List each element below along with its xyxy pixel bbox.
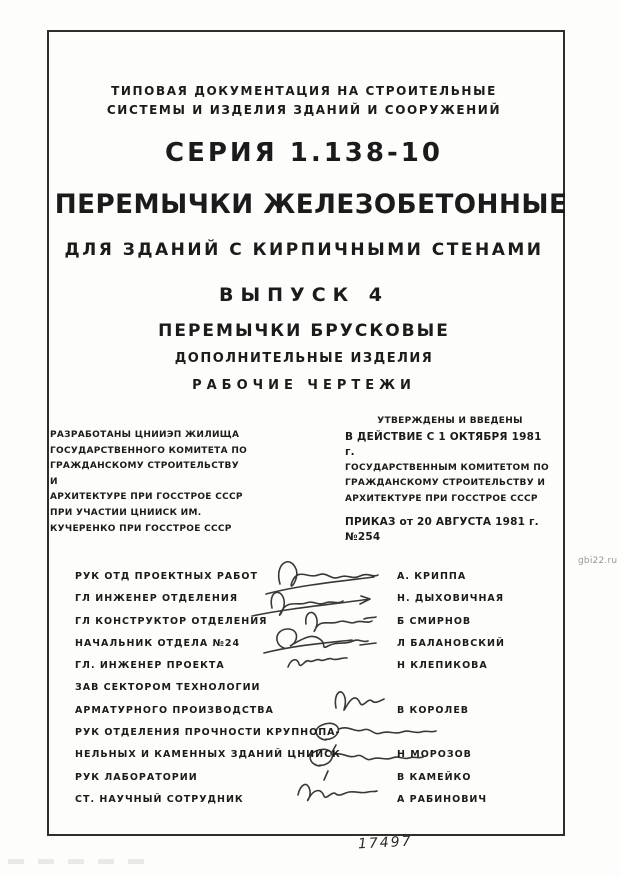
name-label: Н КЛЕПИКОВА: [397, 660, 488, 672]
signatory-row: [75, 789, 545, 811]
developed-by-line: РАЗРАБОТАНЫ ЦНИИЭП ЖИЛИЩА: [50, 430, 240, 440]
role-label: НЕЛЬНЫХ И КАМЕННЫХ ЗДАНИЙ ЦНИИСК: [75, 749, 341, 761]
approved-by-line: ГОСУДАРСТВЕННЫМ КОМИТЕТОМ ПО: [345, 462, 549, 473]
signatories-list: [75, 566, 545, 811]
developed-by-block: [50, 428, 250, 537]
role-label: СТ. НАУЧНЫЙ СОТРУДНИК: [75, 793, 244, 805]
signatory-row: [75, 744, 545, 766]
developed-by-line: ГРАЖДАНСКОМУ СТРОИТЕЛЬСТВУ И: [50, 461, 239, 487]
role-label: РУК ОТД ПРОЕКТНЫХ РАБОТ: [75, 571, 258, 582]
faint-print-marks: [8, 859, 148, 864]
developed-by-line: ПРИ УЧАСТИИ ЦНИИСК ИМ.: [50, 507, 202, 518]
name-label: В КОРОЛЕВ: [397, 704, 470, 716]
role-label: ГЛ КОНСТРУКТОР ОТДЕЛЕНИЯ: [75, 615, 268, 627]
section-title: ПЕРЕМЫЧКИ БРУСКОВЫЕ: [158, 321, 450, 341]
approved-by-block: [345, 414, 555, 546]
signatory-row: [75, 677, 545, 699]
main-title: ПЕРЕМЫЧКИ ЖЕЛЕЗОБЕТОННЫЕ: [54, 189, 568, 220]
developed-by-line: АРХИТЕКТУРЕ ПРИ ГОССТРОЕ СССР: [50, 492, 243, 503]
approved-by-line: АРХИТЕКТУРЕ ПРИ ГОССТРОЕ СССР: [345, 493, 538, 504]
signatory-row: [75, 767, 545, 789]
signatory-row: [75, 566, 545, 588]
developed-by-line: ГОСУДАРСТВЕННОГО КОМИТЕТА ПО: [50, 445, 248, 456]
role-label: АРМАТУРНОГО ПРОИЗВОДСТВА: [75, 704, 274, 716]
doc-type-line1: ТИПОВАЯ ДОКУМЕНТАЦИЯ НА СТРОИТЕЛЬНЫЕ: [111, 84, 497, 98]
doc-type-line2: СИСТЕМЫ И ИЗДЕЛИЯ ЗДАНИЙ И СООРУЖЕНИЙ: [106, 103, 502, 117]
subtitle: ДЛЯ ЗДАНИЙ С КИРПИЧНЫМИ СТЕНАМИ: [64, 240, 544, 260]
name-label: А РАБИНОВИЧ: [397, 793, 488, 805]
approved-by-line: В ДЕЙСТВИЕ С 1 ОКТЯБРЯ 1981 г.: [345, 430, 542, 459]
role-label: РУК ЛАБОРАТОРИИ: [75, 771, 198, 783]
role-label: НАЧАЛЬНИК ОТДЕЛА №24: [75, 637, 241, 649]
signatory-row: [75, 655, 545, 677]
signatory-row: [75, 611, 545, 633]
watermark: gbi22.ru: [578, 556, 618, 566]
inventory-number: 17497: [357, 833, 413, 853]
name-label: Н МОРОЗОВ: [397, 749, 472, 761]
name-label: А. КРИППА: [397, 571, 467, 582]
issue-label: ВЫПУСК 4: [218, 284, 390, 306]
signatory-row: [75, 633, 545, 655]
signatory-row: [75, 722, 545, 744]
role-label: ГЛ ИНЖЕНЕР ОТДЕЛЕНИЯ: [75, 593, 239, 605]
name-label: Н. ДЫХОВИЧНАЯ: [397, 593, 505, 605]
role-label: ЗАВ СЕКТОРОМ ТЕХНОЛОГИИ: [75, 682, 261, 694]
approved-by-line: ГРАЖДАНСКОМУ СТРОИТЕЛЬСТВУ И: [345, 478, 546, 489]
name-label: Б СМИРНОВ: [397, 615, 472, 627]
section-subtitle: ДОПОЛНИТЕЛЬНЫЕ ИЗДЕЛИЯ: [174, 351, 434, 366]
signatory-row: [75, 700, 545, 722]
order-line: ПРИКАЗ от 20 АВГУСТА 1981 г. №254: [345, 515, 539, 544]
series-title: СЕРИЯ 1.138-10: [165, 138, 443, 168]
role-label: РУК ОТДЕЛЕНИЯ ПРОЧНОСТИ КРУПНОПА-: [75, 727, 341, 739]
signatory-row: [75, 588, 545, 610]
approved-by-line: УТВЕРЖДЕНЫ И ВВЕДЕНЫ: [377, 416, 523, 426]
name-label: В КАМЕЙКО: [397, 771, 472, 783]
name-label: Л БАЛАНОВСКИЙ: [397, 637, 505, 649]
developed-by-line: КУЧЕРЕНКО ПРИ ГОССТРОЕ СССР: [50, 523, 232, 534]
role-label: ГЛ. ИНЖЕНЕР ПРОЕКТА: [75, 660, 225, 672]
drawings-label: РАБОЧИЕ ЧЕРТЕЖИ: [192, 378, 416, 393]
